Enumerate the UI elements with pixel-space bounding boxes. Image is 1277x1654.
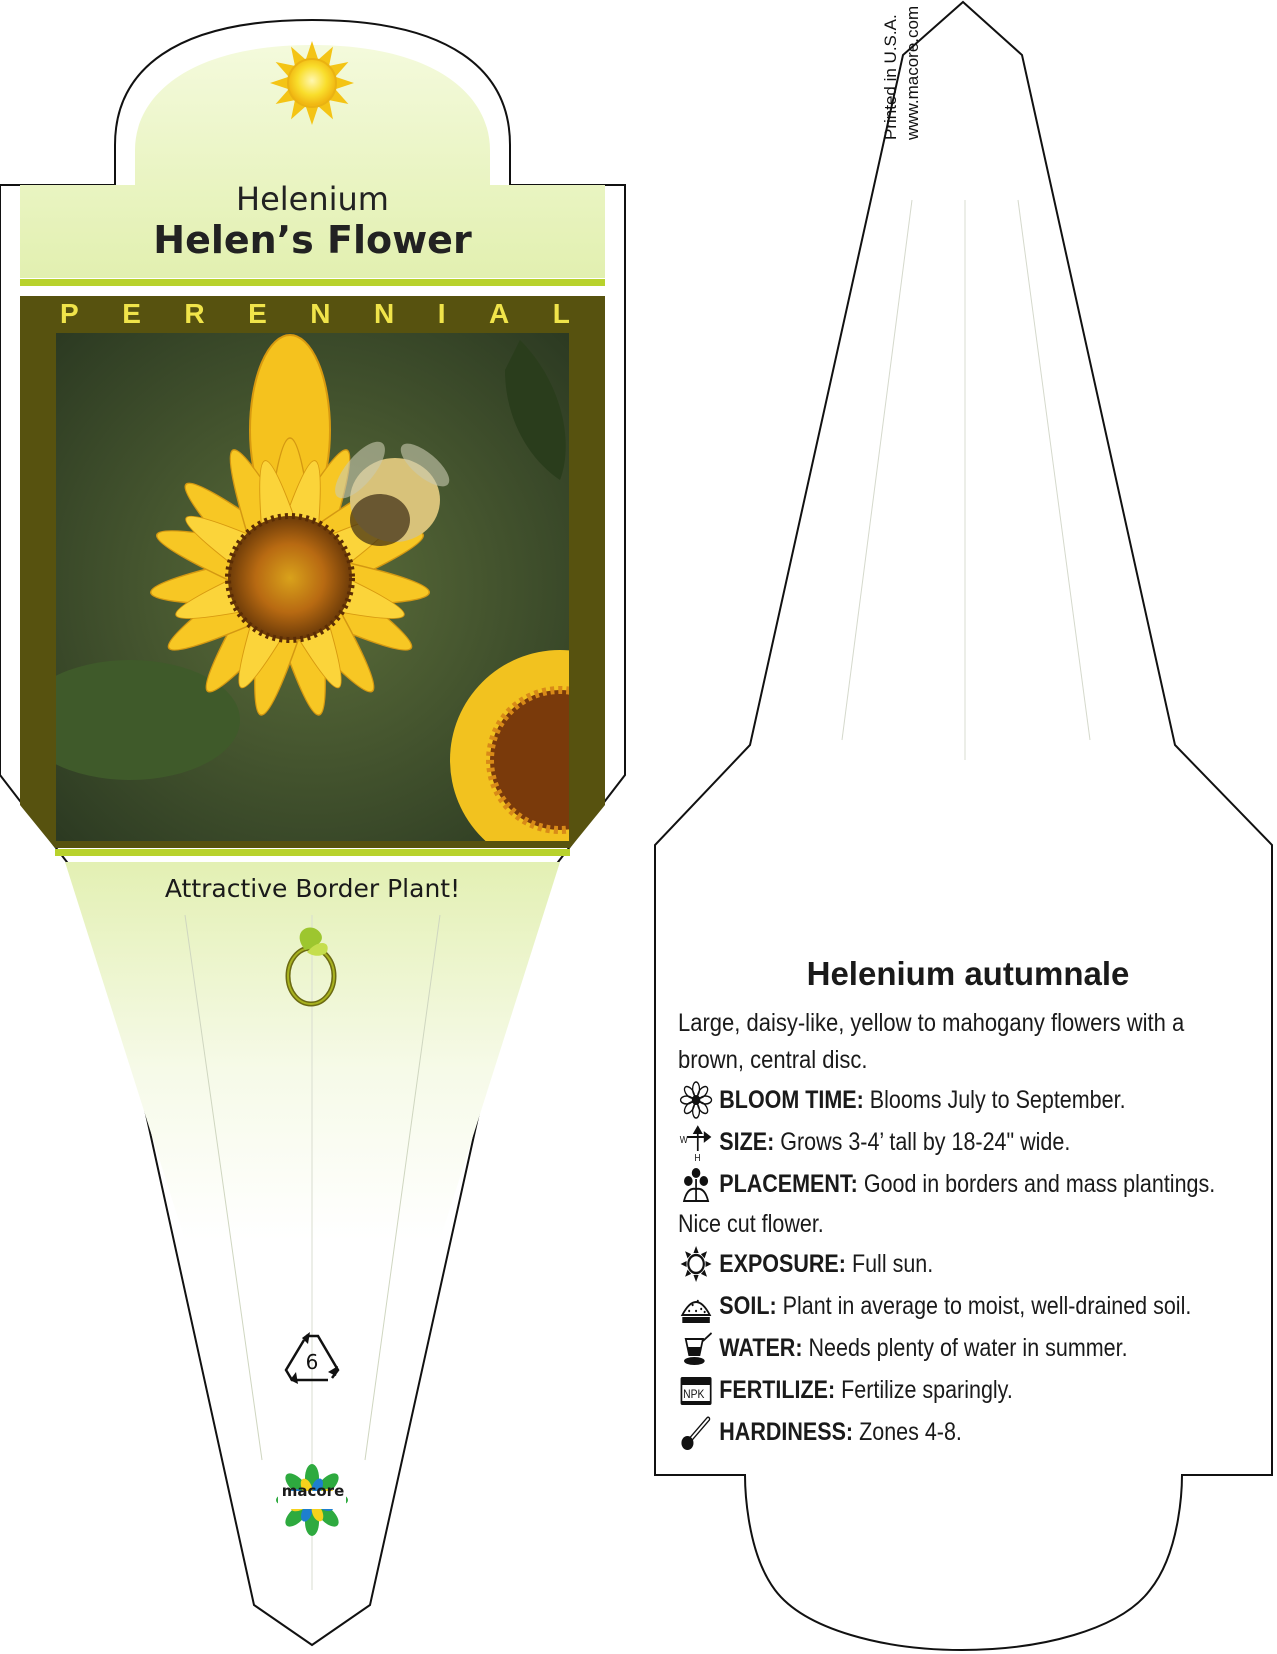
care-text: Needs plenty of water in summer. <box>808 1333 1128 1362</box>
thermometer-icon <box>678 1413 714 1451</box>
perennial-letter: E <box>122 298 141 329</box>
brand-name: macore <box>281 1482 345 1500</box>
care-text: Grows 3-4’ tall by 18-24" wide. <box>780 1127 1071 1156</box>
perennial-letter: L <box>552 298 570 329</box>
common-name: Helen’s Flower <box>153 218 472 262</box>
care-text: Full sun. <box>851 1249 934 1278</box>
care-label: BLOOM TIME: <box>719 1085 864 1114</box>
care-text: Fertilize sparingly. <box>841 1375 1013 1404</box>
watering-can-icon <box>678 1329 714 1367</box>
care-row-bloom <box>678 1080 1126 1120</box>
sun-icon <box>678 1245 714 1283</box>
care-row-size <box>678 1122 1070 1162</box>
care-row-hardiness <box>678 1412 962 1452</box>
perennial-letter: N <box>310 298 331 329</box>
care-row-exposure <box>678 1244 933 1284</box>
svg-text:H: H <box>694 1152 701 1161</box>
care-label: HARDINESS: <box>719 1417 854 1446</box>
perennial-letter: E <box>248 298 267 329</box>
care-row-placement <box>678 1164 1215 1204</box>
printed-location: Printed in U.S.A. <box>881 14 900 140</box>
macore-logo-icon <box>276 1464 348 1536</box>
care-label: SIZE: <box>719 1127 775 1156</box>
tagline: Attractive Border Plant! <box>164 874 461 903</box>
care-label: PLACEMENT: <box>719 1169 858 1198</box>
care-row-water <box>678 1328 1128 1368</box>
svg-text:W: W <box>679 1134 688 1146</box>
printed-in-note <box>880 0 924 140</box>
perennial-banner <box>60 298 570 332</box>
care-row-soil <box>678 1286 1191 1326</box>
npk-icon <box>678 1371 714 1409</box>
recycle-code: 6 <box>305 1350 319 1374</box>
perennial-letter: A <box>489 298 510 329</box>
care-label: SOIL: <box>719 1291 777 1320</box>
website: www.macore.com <box>903 5 922 140</box>
perennial-letter: N <box>374 298 395 329</box>
care-text: Good in borders and mass plantings. <box>863 1169 1216 1198</box>
perennial-letter: P <box>60 298 79 329</box>
npk-label: NPK <box>683 1388 705 1402</box>
care-label: WATER: <box>719 1333 803 1362</box>
plant-description: Large, daisy-like, yellow to mahogany flowers with a brown, central disc. <box>678 1009 1185 1074</box>
soil-icon <box>678 1287 714 1325</box>
care-label: FERTILIZE: <box>719 1375 836 1404</box>
scientific-name: Helenium autumnale <box>806 955 1130 992</box>
care-label: EXPOSURE: <box>719 1249 846 1278</box>
flower-icon <box>678 1081 714 1119</box>
care-text: Zones 4-8. <box>859 1417 962 1446</box>
genus-name: Helenium <box>236 180 389 218</box>
care-row-fertilize <box>678 1370 1013 1410</box>
perennial-letter: I <box>437 298 446 329</box>
placement-icon <box>678 1165 714 1203</box>
care-text: Blooms July to September. <box>869 1085 1126 1114</box>
care-text: Plant in average to moist, well-drained soil. <box>782 1291 1192 1320</box>
care-continuation: Nice cut flower. <box>678 1210 824 1238</box>
size-arrows-icon <box>678 1123 714 1161</box>
perennial-letter: R <box>184 298 205 329</box>
